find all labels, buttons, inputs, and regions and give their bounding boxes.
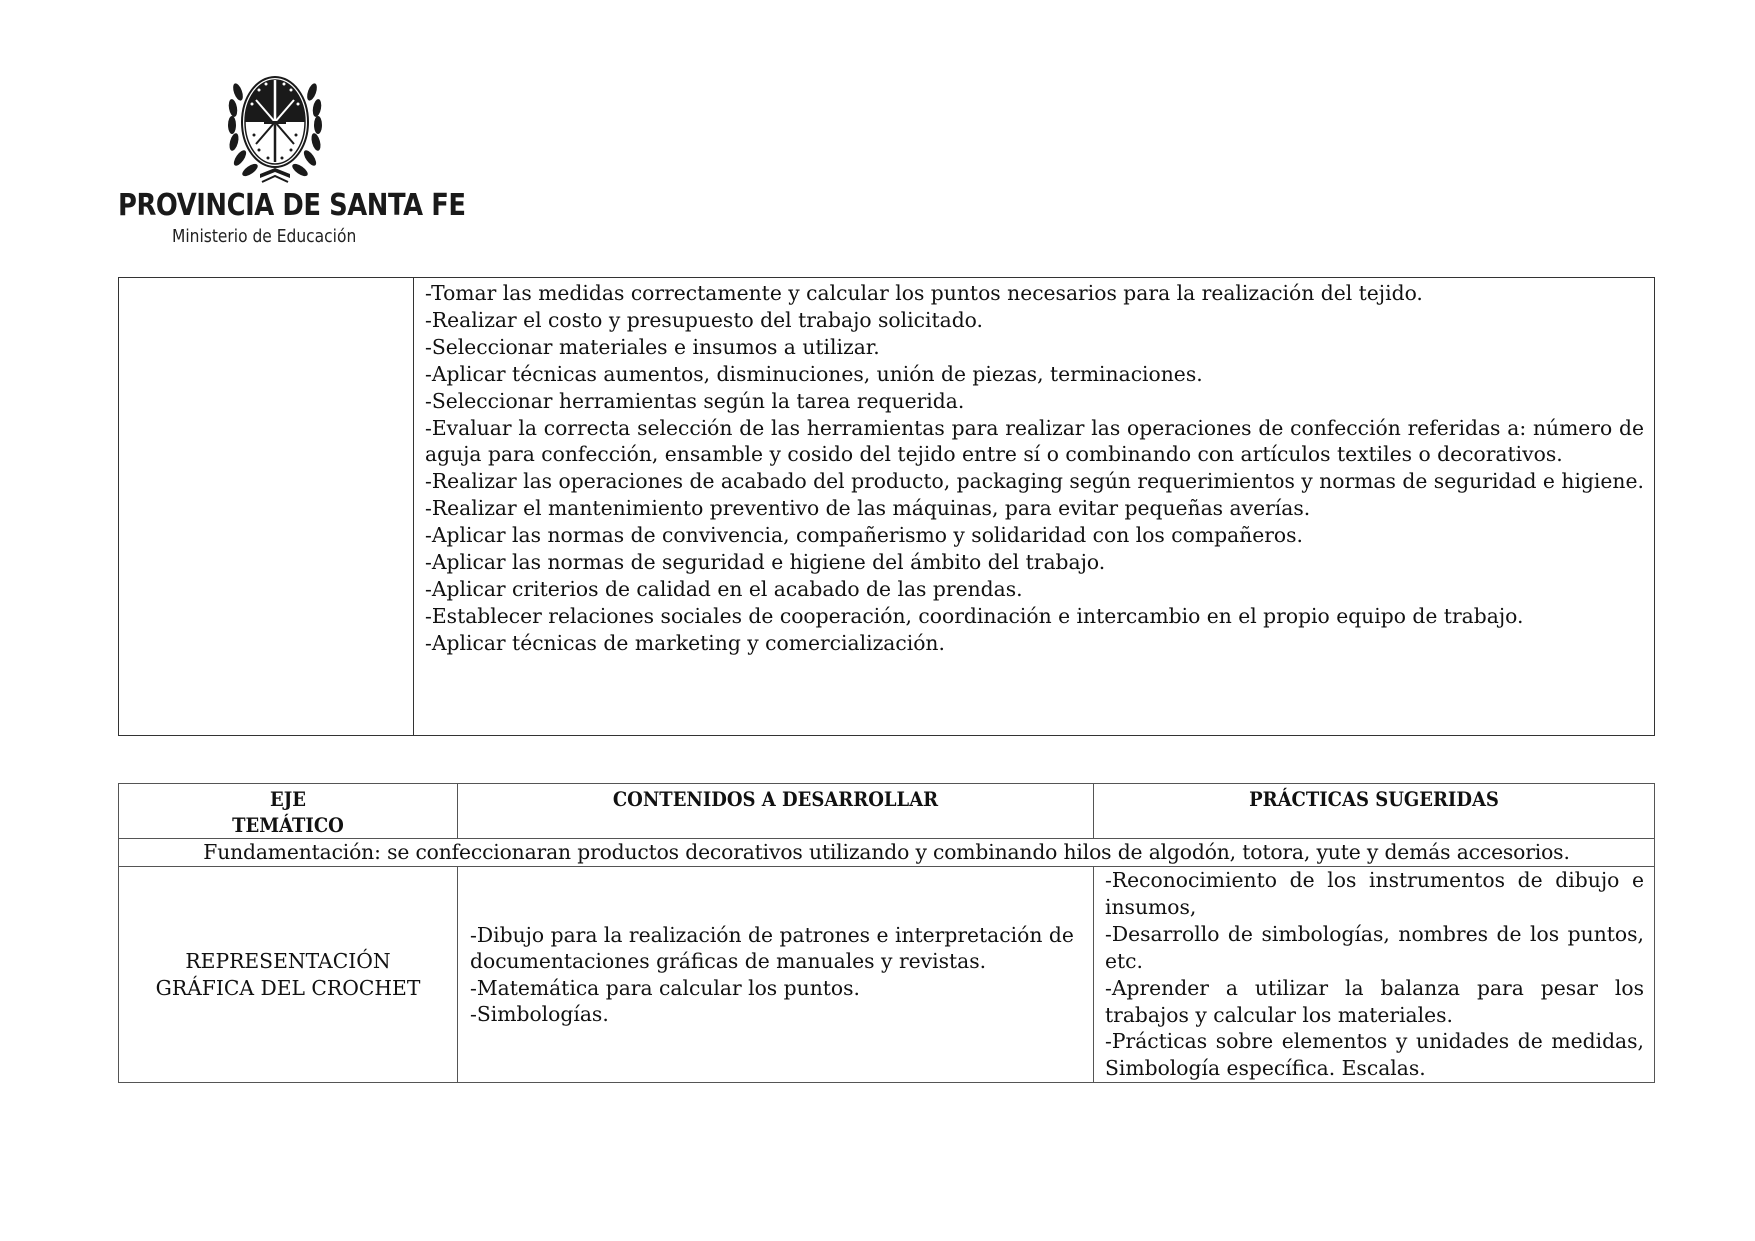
list-item: -Desarrollo de simbologías, nombres de los puntos, etc. xyxy=(1105,921,1644,973)
list-item: -Matemática para calcular los puntos. xyxy=(470,975,860,1000)
list-item: -Dibujo para la realización de patrones e interpretación de documentaciones gráficas de manuales y revistas. xyxy=(470,922,1074,974)
header-text: TEMÁTICO xyxy=(232,813,344,837)
province-name: PROVINCIA DE SANTA FE xyxy=(118,188,466,223)
empty-cell xyxy=(119,278,414,736)
list-item: -Realizar el costo y presupuesto del trabajo solicitado. xyxy=(425,307,983,332)
list-item: -Aplicar las normas de convivencia, compañerismo y solidaridad con los compañeros. xyxy=(425,523,1303,548)
competencies-table xyxy=(118,277,1655,736)
list-item: -Seleccionar materiales e insumos a utilizar. xyxy=(425,334,880,359)
header-practicas: PRÁCTICAS SUGERIDAS xyxy=(1094,784,1655,839)
practicas-cell xyxy=(1094,867,1655,1083)
ministry-name: Ministerio de Educación xyxy=(172,226,357,247)
fundamentacion-row xyxy=(119,839,1655,867)
list-item: -Seleccionar herramientas según la tarea requerida. xyxy=(425,388,965,413)
competencies-cell xyxy=(414,278,1655,736)
header-text: EJE xyxy=(270,787,306,811)
table-row xyxy=(119,278,1655,736)
list-item: -Aplicar las normas de seguridad e higiene del ámbito del trabajo. xyxy=(425,550,1106,575)
list-item: -Simbologías. xyxy=(470,1002,609,1027)
list-item: -Evaluar la correcta selección de las herramientas para realizar las operaciones de confección referidas a: número de aguja para confección, ensamble y cosido del tejido entre sí o combinando con artículos textiles o decorativos. xyxy=(425,415,1644,467)
list-item: -Prácticas sobre elementos y unidades de medidas, Simbología específica. Escalas. xyxy=(1105,1029,1644,1081)
eje-text: GRÁFICA DEL CROCHET xyxy=(155,975,421,1000)
header-row xyxy=(119,784,1655,839)
eje-tematico-cell xyxy=(119,867,458,1083)
list-item: -Aplicar técnicas de marketing y comercialización. xyxy=(425,630,945,655)
list-item: -Aplicar criterios de calidad en el acabado de las prendas. xyxy=(425,576,1023,601)
table-row xyxy=(119,867,1655,1083)
list-item: -Aplicar técnicas aumentos, disminuciones, unión de piezas, terminaciones. xyxy=(425,361,1203,386)
eje-text: REPRESENTACIÓN xyxy=(185,949,391,974)
fundamentacion-text: Fundamentación: se confeccionaran productos decorativos utilizando y combinando hilos de algodón, totora, yute y demás accesorios. xyxy=(119,839,1655,867)
contenidos-cell xyxy=(458,867,1094,1083)
list-item: -Tomar las medidas correctamente y calcular los puntos necesarios para la realización del tejido. xyxy=(425,281,1423,305)
list-item: -Realizar el mantenimiento preventivo de las máquinas, para evitar pequeñas averías. xyxy=(425,496,1311,521)
ministry-logo xyxy=(110,66,466,256)
list-item: -Reconocimiento de los instrumentos de dibujo e insumos, xyxy=(1105,868,1644,919)
header-eje-tematico xyxy=(119,784,458,839)
content-table xyxy=(118,783,1655,1083)
coat-of-arms-icon xyxy=(224,70,326,190)
list-item: -Establecer relaciones sociales de cooperación, coordinación e intercambio en el propio equipo de trabajo. xyxy=(425,603,1524,628)
list-item: -Aprender a utilizar la balanza para pesar los trabajos y calcular los materiales. xyxy=(1105,975,1644,1027)
list-item: -Realizar las operaciones de acabado del producto, packaging según requerimientos y normas de seguridad e higiene. xyxy=(425,469,1644,494)
header-contenidos: CONTENIDOS A DESARROLLAR xyxy=(458,784,1094,839)
